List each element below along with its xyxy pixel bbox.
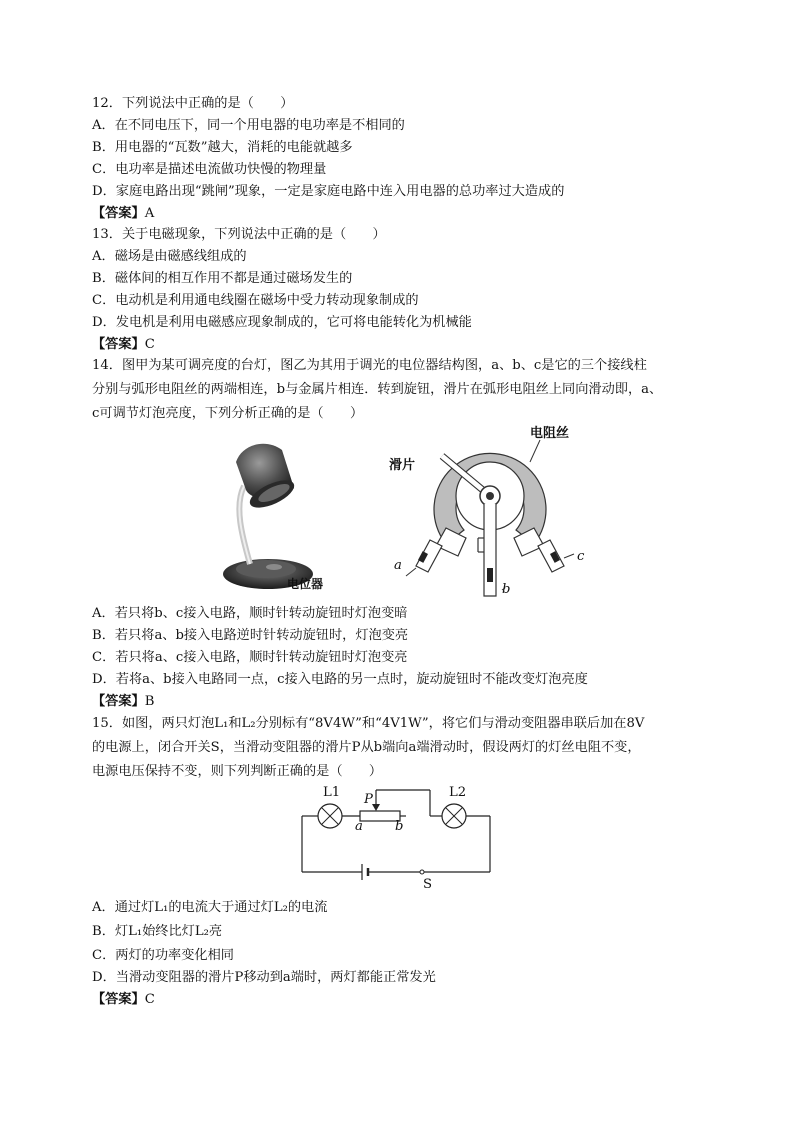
slider-label: 滑片 <box>389 458 416 473</box>
circuit-label-S: S <box>423 877 433 892</box>
circuit-label-P: P <box>364 792 373 807</box>
q12-option-a: A．在不同电压下，同一个用电器的电功率是不相同的 <box>92 118 405 133</box>
desk-lamp-figure <box>222 436 342 596</box>
q15-stem-line-1: 15．如图，两只灯泡L₁和L₂分别标有“8V4W”和“4V1W”，将它们与滑动变阻器串联后加在8V <box>92 716 645 731</box>
q13-answer-label: 【答案】 <box>92 337 145 352</box>
q12-answer <box>92 204 154 224</box>
q13-stem: 13．关于电磁现象，下列说法中正确的是（ ） <box>92 227 386 242</box>
q13-option-d: D．发电机是利用电磁感应现象制成的，它可将电能转化为机械能 <box>92 315 472 330</box>
q14-option-a: A．若只将b、c接入电路，顺时针转动旋钮时灯泡变暗 <box>92 606 408 621</box>
q14-option-c: C．若只将a、c接入电路，顺时针转动旋钮时灯泡变亮 <box>92 650 408 665</box>
q14-stem-line-2: 分别与弧形电阻丝的两端相连，b与金属片相连．转到旋钮，滑片在弧形电阻丝上同向滑动即，a、 <box>92 382 663 397</box>
q14-answer-value: B <box>144 694 155 709</box>
q14-option-d: D．若将a、b接入电路同一点，c接入电路的另一点时，旋动旋钮时不能改变灯泡亮度 <box>92 672 588 687</box>
q13-answer <box>92 335 155 355</box>
q13-option-c: C．电动机是利用通电线圈在磁场中受力转动现象制成的 <box>92 293 419 308</box>
q15-option-a: A．通过灯L₁的电流大于通过灯L₂的电流 <box>92 900 328 915</box>
q15-option-d: D．当滑动变阻器的滑片P移动到a端时，两灯都能正常发光 <box>92 970 436 985</box>
potentiometer-figure <box>380 418 600 603</box>
q12-answer-label: 【答案】 <box>92 206 145 221</box>
q13-option-b: B．磁体间的相互作用不都是通过磁场发生的 <box>92 271 353 286</box>
q14-option-b: B．若只将a、b接入电路逆时针转动旋钮时，灯泡变亮 <box>92 628 409 643</box>
terminal-a-label: a <box>394 558 402 573</box>
q14-answer-label: 【答案】 <box>92 694 145 709</box>
circuit-label-a: a <box>355 819 363 834</box>
circuit-label-L2: L2 <box>449 785 467 800</box>
circuit-label-L1: L1 <box>323 785 341 800</box>
q15-answer <box>92 990 155 1010</box>
q15-option-b: B．灯L₁始终比灯L₂亮 <box>92 924 223 939</box>
q13-answer-value: C <box>144 337 155 352</box>
q12-option-b: B．用电器的“瓦数”越大，消耗的电能就越多 <box>92 140 353 155</box>
q12-answer-value: A <box>144 206 155 221</box>
q15-stem-line-2: 的电源上，闭合开关S，当滑动变阻器的滑片P从b端向a端滑动时，假设两灯的灯丝电阻不变， <box>92 740 641 755</box>
q12-option-d: D．家庭电路出现“跳闸”现象，一定是家庭电路中连入用电器的总功率过大造成的 <box>92 184 565 199</box>
terminal-c-label: c <box>577 549 585 564</box>
terminal-b-label: b <box>502 582 511 597</box>
q14-answer <box>92 692 154 712</box>
resistance-wire-label: 电阻丝 <box>530 426 570 441</box>
q15-answer-value: C <box>144 992 155 1007</box>
q15-answer-label: 【答案】 <box>92 992 145 1007</box>
q13-option-a: A．磁场是由磁感线组成的 <box>92 249 247 264</box>
q15-stem-line-3: 电源电压保持不变，则下列判断正确的是（ ） <box>92 764 383 779</box>
circuit-label-b: b <box>395 819 404 834</box>
q15-option-c: C．两灯的功率变化相同 <box>92 948 234 963</box>
lamp-caption: 电位器 <box>287 577 324 591</box>
q14-stem-line-1: 14．图甲为某可调亮度的台灯，图乙为其用于调光的电位器结构图，a、b、c是它的三个接线柱 <box>92 358 647 373</box>
q12-stem: 12．下列说法中正确的是（ ） <box>92 96 294 111</box>
q12-option-c: C．电功率是描述电流做功快慢的物理量 <box>92 162 327 177</box>
q14-stem-line-3: c可调节灯泡亮度，下列分析正确的是（ ） <box>92 406 364 421</box>
